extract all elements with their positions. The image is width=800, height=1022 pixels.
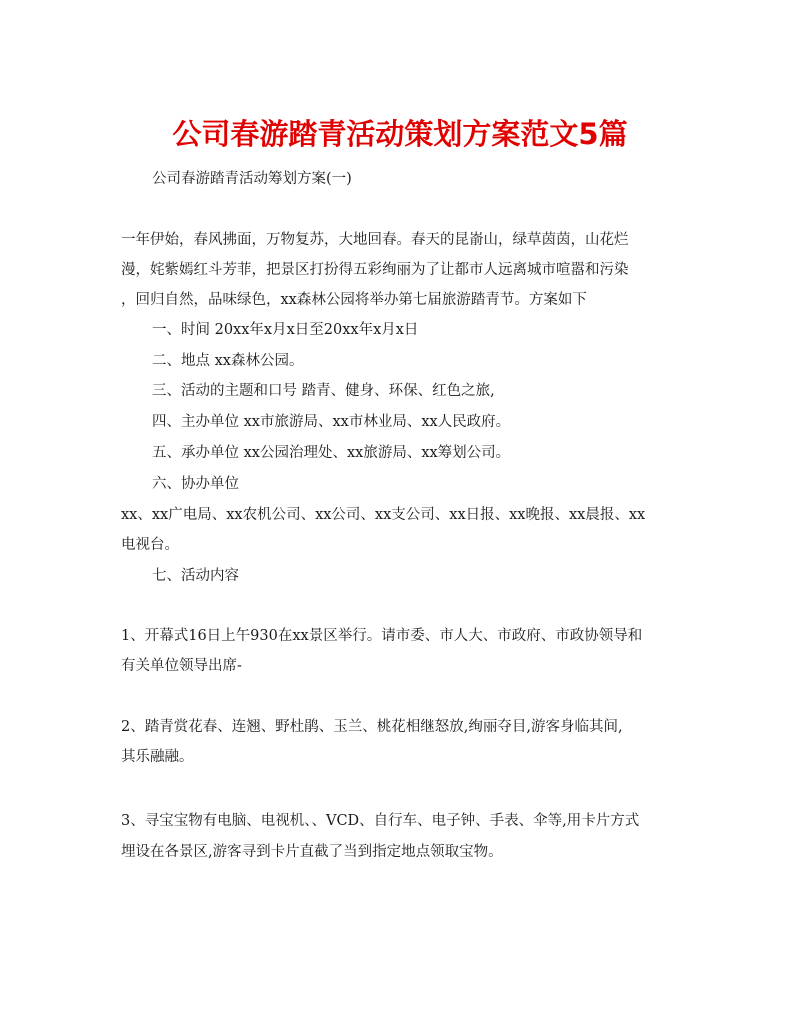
content-1-line-2: 有关单位领导出席- [121, 658, 242, 674]
item-co-organizer: 六、协办单位 [152, 476, 239, 492]
item-undertaker: 五、承办单位 xx公园治理处、xx旅游局、xx筹划公司。 [152, 445, 511, 461]
co-organizers-line-2: 电视台。 [121, 537, 179, 553]
section-subtitle: 公司春游踏青活动筹划方案(一) [152, 171, 352, 187]
content-3-line-2: 埋设在各景区,游客寻到卡片直截了当到指定地点领取宝物。 [121, 844, 503, 860]
co-organizers-line-1: xx、xx广电局、xx农机公司、xx公司、xx支公司、xx日报、xx晚报、xx晨报、xx [121, 507, 646, 523]
item-organizer: 四、主办单位 xx市旅游局、xx市林业局、xx人民政府。 [152, 414, 511, 430]
intro-line-3: ，回归自然，品味绿色，xx森林公园将举办第七届旅游踏青节。方案如下 [121, 292, 587, 308]
content-3-line-1: 3、寻宝宝物有电脑、电视机、、VCD、自行车、电子钟、手表、伞等,用卡片方式 [121, 813, 640, 829]
item-theme: 三、活动的主题和口号 踏青、健身、环保、红色之旅, [152, 383, 495, 399]
intro-line-2: 漫，姹紫嫣红斗芳菲，把景区打扮得五彩绚丽为了让都市人远离城市喧嚣和污染 [121, 262, 629, 278]
item-location: 二、地点 xx森林公园。 [152, 353, 304, 369]
intro-line-1: 一年伊始，春风拂面，万物复苏，大地回春。春天的昆嵛山，绿草茵茵，山花烂 [121, 232, 629, 248]
document-title: 公司春游踏青活动策划方案范文5篇 [172, 117, 628, 151]
content-heading: 七、活动内容 [152, 568, 239, 584]
content-2-line-1: 2、踏青赏花春、连翘、野杜鹃、玉兰、桃花相继怒放,绚丽夺目,游客身临其间, [121, 719, 623, 735]
item-time: 一、时间 20xx年x月x日至20xx年x月x日 [152, 322, 419, 338]
content-2-line-2: 其乐融融。 [121, 749, 194, 765]
content-1-line-1: 1、开幕式16日上午930在xx景区举行。请市委、市人大、市政府、市政协领导和 [121, 628, 643, 644]
